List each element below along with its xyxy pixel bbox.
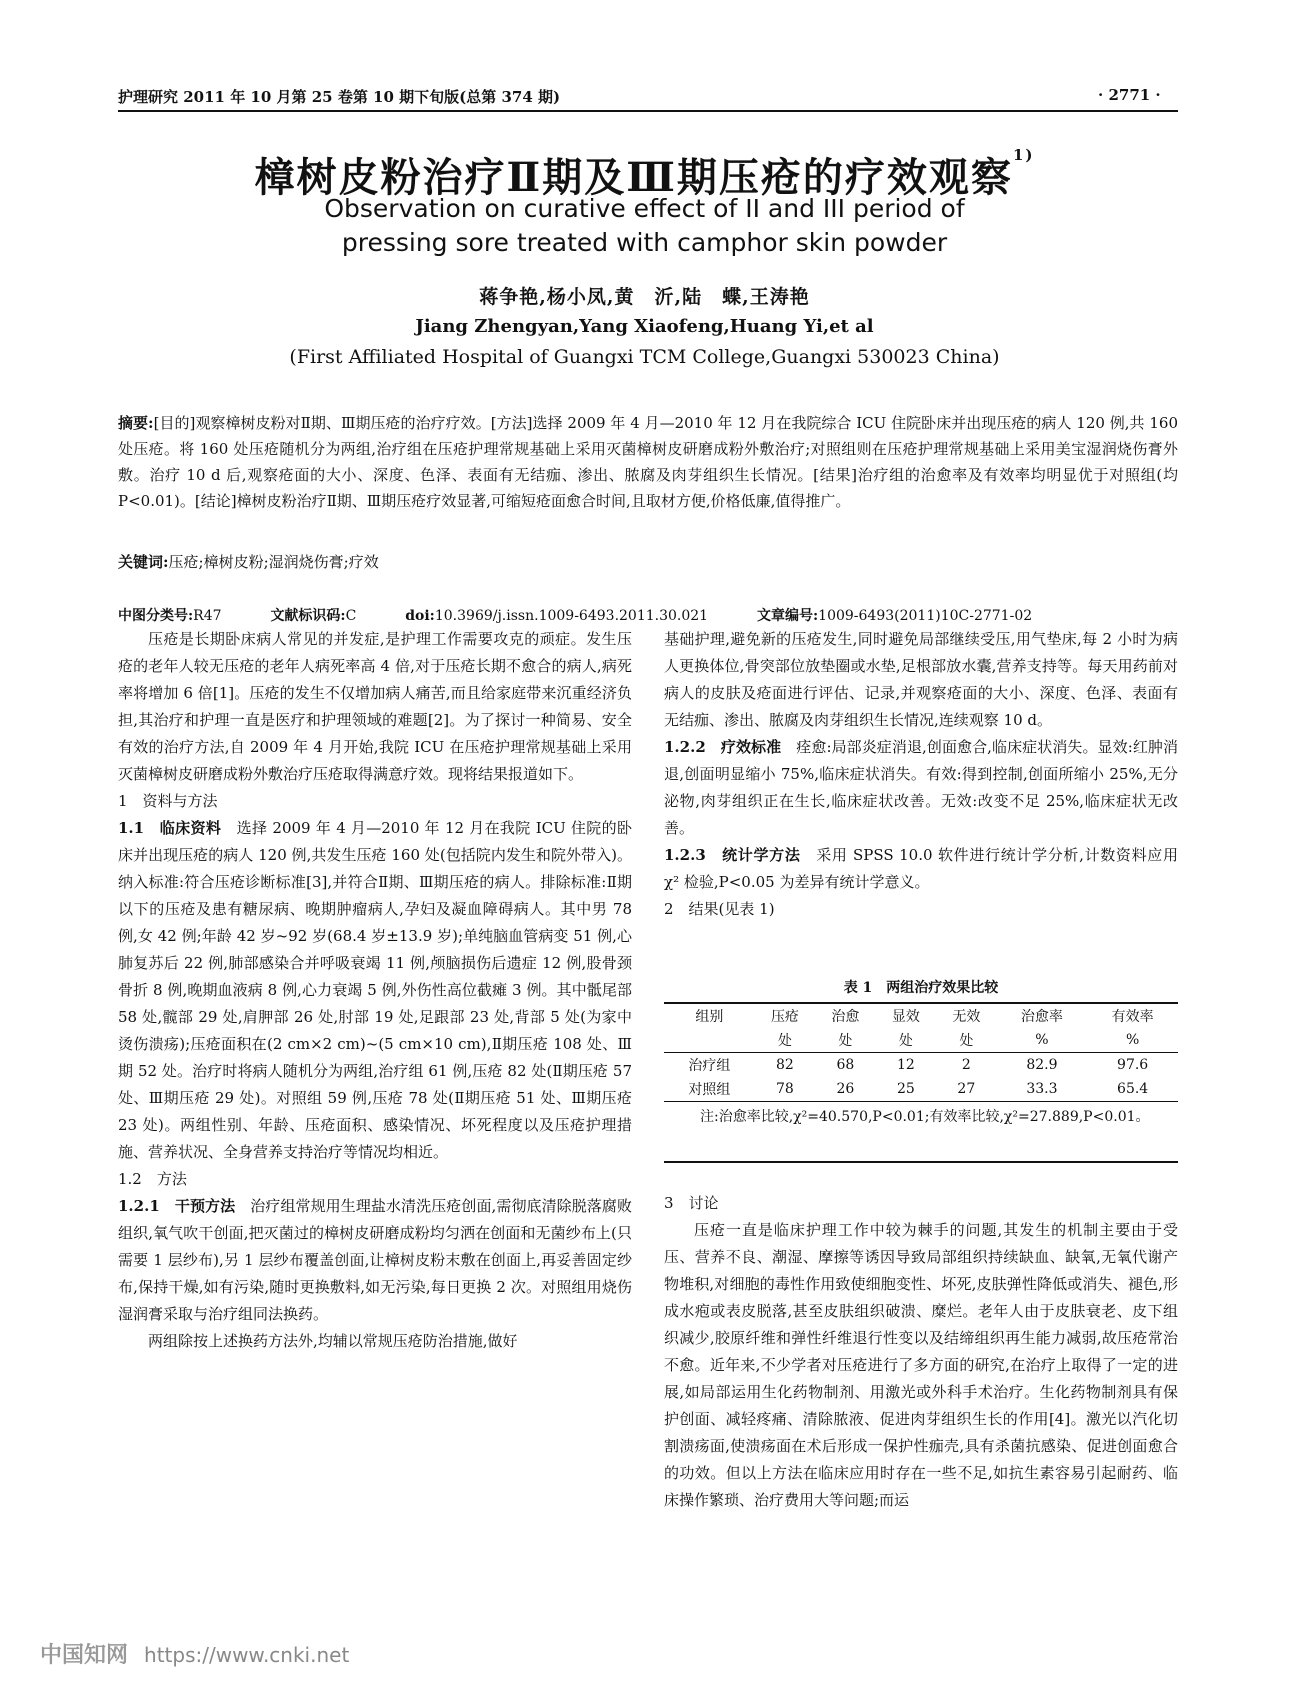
page-number: · 2771 ·: [1098, 86, 1161, 104]
section-1-1: [118, 815, 632, 1166]
table-cell: 82.9: [1026, 1057, 1058, 1073]
table-cell: 25: [876, 1077, 936, 1102]
section-1-2-1-heading: 1.2.1 干预方法: [118, 1197, 236, 1215]
keywords-text: 压疮;樟树皮粉;湿润烧伤膏;疗效: [168, 553, 379, 571]
table-cell: 12: [896, 1057, 915, 1073]
header-rule: [118, 110, 1178, 112]
table-cell: 68: [836, 1057, 855, 1073]
intro-paragraph: 压疮是长期卧床病人常见的并发症,是护理工作需要攻克的顽症。发生压疮的老年人较无压疮的老年人病死率高 4 倍,对于压疮长期不愈合的病人,病死率将增加 6 倍[1]。压疮的发生不仅增加病人痛苦,而且给家庭带来沉重经济负担,其治疗和护理一直是医疗和护理领域的难题[2]。为了探讨一种简易、安全有效的治疗方法,自 2009 年 4 月开始,我院 ICU 在压疮护理常规基础上采用灭菌樟树皮研磨成粉外敷治疗压疮取得满意疗效。现将结果报道如下。: [118, 630, 632, 783]
clc-value: R47: [193, 608, 222, 624]
table-cell: 27: [936, 1077, 996, 1102]
right-column: [664, 626, 1178, 923]
abstract: [118, 410, 1178, 514]
classification-line: [118, 605, 1032, 625]
table-header-cell: 处: [936, 1028, 996, 1053]
table-header-cell: 治愈率: [997, 1003, 1088, 1028]
table-note: 注:治愈率比较,χ²=40.570,P<0.01;有效率比较,χ²=27.889,P<0.01。: [700, 1109, 1150, 1125]
section-1-2-2-text: 痊愈:局部炎症消退,创面愈合,临床症状消失。显效:红肿消退,创面明显缩小 75%,临床症状消失。有效:得到控制,创面所缩小 25%,无分泌物,肉芽组织正在生长,临床症状改善。无效:改变不足 25%,临床症状无改善。: [664, 738, 1178, 837]
table-note-rule: [664, 1161, 1178, 1163]
english-authors: Jiang Zhengyan,Yang Xiaofeng,Huang Yi,et al: [415, 316, 874, 337]
abstract-label: 摘要:: [118, 414, 154, 432]
table-cell: 33.3: [997, 1077, 1088, 1102]
section-1-2-3: [664, 842, 1178, 896]
section-1-2-1-cont: 两组除按上述换药方法外,均辅以常规压疮防治措施,做好: [148, 1332, 518, 1350]
title-text: 樟树皮粉治疗Ⅱ期及Ⅲ期压疮的疗效观察: [254, 154, 1013, 201]
cnki-logo: 中国知网: [40, 1643, 129, 1668]
table-cell: 65.4: [1087, 1077, 1178, 1102]
table-header-cell: 处: [755, 1028, 815, 1053]
watermark-footer: [40, 1638, 349, 1669]
table-header-cell: %: [997, 1028, 1088, 1053]
table-header-cell: 处: [876, 1028, 936, 1053]
discussion-paragraph: 压疮一直是临床护理工作中较为棘手的问题,其发生的机制主要由于受压、营养不良、潮湿、摩擦等诱因导致局部组织持续缺血、缺氧,无氧代谢产物堆积,对细胞的毒性作用致使细胞变性、坏死,皮肤弹性降低或消失、褪色,形成水疱或表皮脱落,甚至皮肤组织破溃、糜烂。老年人由于皮肤衰老、皮下组织减少,胶原纤维和弹性纤维退行性变以及结缔组织再生能力减弱,故压疮常治不愈。近年来,不少学者对压疮进行了多方面的研究,在治疗上取得了一定的进展,如局部运用生化药物制剂、用激光或外科手术治疗。生化药物制剂具有保护创面、减轻疼痛、清除脓液、促进肉芽组织生长的作用[4]。激光以汽化切割溃疡面,使溃疡面在术后形成一保护性痂壳,具有杀菌抗感染、促进创面愈合的功效。但以上方法在临床应用时存在一些不足,如抗生素容易引起耐药、临床操作繁琐、治疗费用大等问题;而运: [664, 1221, 1178, 1509]
section-1-2-3-heading: 1.2.3 统计学方法: [664, 846, 801, 864]
table-header-row-top: [664, 1003, 1178, 1028]
table-header-cell: 显效: [876, 1003, 936, 1028]
section-1-2-2: [664, 734, 1178, 842]
doc-code-value: C: [345, 608, 357, 624]
table-cell: 对照组: [664, 1077, 755, 1102]
keywords: [118, 549, 1178, 575]
english-affiliation: (First Affiliated Hospital of Guangxi TCM College,Guangxi 530023 China): [289, 346, 1000, 368]
section-1-2-heading: 1.2 方法: [118, 1170, 187, 1188]
section-1-2-2-heading: 1.2.2 疗效标准: [664, 738, 782, 756]
section-1-1-heading: 1.1 临床资料: [118, 819, 222, 837]
table-cell: 82: [776, 1057, 794, 1073]
table-header-cell: 处: [815, 1028, 875, 1053]
section-1-heading: 1 资料与方法: [118, 792, 218, 810]
table-row: [664, 1077, 1178, 1102]
table-cell: 97.6: [1117, 1057, 1149, 1073]
english-title-line-2: pressing sore treated with camphor skin powder: [341, 228, 948, 257]
section-1-2-1: [118, 1193, 632, 1328]
article-number-label: 文章编号:: [756, 608, 819, 624]
table-cell: 26: [815, 1077, 875, 1102]
section-1-2-1-text: 治疗组常规用生理盐水清洗压疮创面,需彻底清除脱落腐败组织,氧气吹干创面,把灭菌过的樟树皮研磨成粉均匀洒在创面和无菌纱布上(只需要 1 层纱布),另 1 层纱布覆盖创面,让樟树皮粉末敷在创面上,再妥善固定纱布,保持干燥,如有污染,随时更换敷料,如无污染,每日更换 2 次。对照组用烧伤湿润膏采取与治疗组同法换药。: [118, 1197, 632, 1323]
cnki-url[interactable]: https://www.cnki.net: [144, 1643, 350, 1667]
section-2-heading: 2 结果(见表 1): [664, 900, 775, 918]
table-header-cell: 组别: [664, 1003, 755, 1028]
section-1-2-3-text: 采用 SPSS 10.0 软件进行统计学分析,计数资料应用 χ² 检验,P<0.05 为差异有统计学意义。: [664, 846, 1178, 891]
results-table: [664, 1002, 1178, 1102]
left-column: [118, 626, 632, 1355]
doi-value: 10.3969/j.issn.1009-6493.2011.30.021: [434, 608, 709, 624]
discussion-section: [664, 1190, 1178, 1514]
right-continuation: 基础护理,避免新的压疮发生,同时避免局部继续受压,用气垫床,每 2 小时为病人更换体位,骨突部位放垫圈或水垫,足根部放水囊,营养支持等。每天用药前对病人的皮肤及疮面进行评估、记录,并观察疮面的大小、深度、色泽、表面有无结痂、渗出、脓腐及肉芽组织生长情况,连续观察 10 d。: [664, 630, 1178, 729]
clc-label: 中图分类号:: [118, 608, 194, 624]
journal-header: 护理研究 2011 年 10 月第 25 卷第 10 期下旬版(总第 374 期): [118, 88, 561, 106]
keywords-label: 关键词:: [118, 553, 169, 571]
section-3-heading: 3 讨论: [664, 1194, 719, 1212]
abstract-text: [目的]观察樟树皮粉对Ⅱ期、Ⅲ期压疮的治疗疗效。[方法]选择 2009 年 4 月—2010 年 12 月在我院综合 ICU 住院卧床并出现压疮的病人 120 例,共 160 处压疮。将 160 处压疮随机分为两组,治疗组在压疮护理常规基础上采用灭菌樟树皮研磨成粉外敷治疗;对照组则在压疮护理常规基础上采用美宝湿润烧伤膏外敷。治疗 10 d 后,观察疮面的大小、深度、色泽、表面有无结痂、渗出、脓腐及肉芽组织生长情况。[结果]治疗组的治愈率及有效率均明显优于对照组(均 P<0.01)。[结论]樟树皮粉治疗Ⅱ期、Ⅲ期压疮疗效显著,可缩短疮面愈合时间,且取材方便,价格低廉,值得推广。: [118, 414, 1178, 510]
table-header-row-bottom: [664, 1028, 1178, 1053]
table-header-cell: 无效: [936, 1003, 996, 1028]
table-header-cell: 有效率: [1087, 1003, 1178, 1028]
english-title-line-1: Observation on curative effect of II and III period of: [324, 194, 965, 223]
table-cell: 2: [961, 1057, 971, 1073]
authors: 蒋争艳,杨小凤,黄 沂,陆 蝶,王涛艳: [479, 286, 810, 308]
table-header-cell: [664, 1028, 755, 1053]
section-1-1-text: 选择 2009 年 4 月—2010 年 12 月在我院 ICU 住院的卧床并出现压疮的病人 120 例,共发生压疮 160 处(包括院内发生和院外带入)。纳入标准:符合压疮诊断标准[3],并符合Ⅱ期、Ⅲ期压疮的病人。排除标准:Ⅱ期以下的压疮及患有糖尿病、晚期肿瘤病人,孕妇及凝血障碍病人。其中男 78 例,女 42 例;年龄 42 岁~92 岁(68.4 岁±13.9 岁);单纯脑血管病变 51 例,心肺复苏后 22 例,肺部感染合并呼吸衰竭 11 例,颅脑损伤后遗症 12 例,股骨颈骨折 8 例,晚期血液病 8 例,心力衰竭 5 例,外伤性高位截瘫 3 例。其中骶尾部 58 处,髋部 29 处,肩胛部 26 处,肘部 19 处,足跟部 23 处,背部 5 处(为家中烫伤溃疡);压疮面积在(2 cm×2 cm)~(5 cm×10 cm),Ⅱ期压疮 108 处、Ⅲ期 52 处。治疗时将病人随机分为两组,治疗组 61 例,压疮 82 处(Ⅱ期压疮 57 处、Ⅲ期压疮 29 处)。对照组 59 例,压疮 78 处(Ⅱ期压疮 51 处、Ⅲ期压疮 23 处)。两组性别、年龄、压疮面积、感染情况、坏死程度以及压疮护理措施、营养状况、全身营养支持治疗等情况均相近。: [118, 819, 632, 1161]
table-cell: 78: [755, 1077, 815, 1102]
table-header-cell: 压疮: [755, 1003, 815, 1028]
table-header-cell: %: [1087, 1028, 1178, 1053]
title-footnote-mark: 1): [1012, 146, 1035, 164]
table-cell: 治疗组: [688, 1058, 731, 1074]
article-number-value: 1009-6493(2011)10C-2771-02: [818, 608, 1033, 624]
table-row: [664, 1053, 1178, 1078]
table-header-cell: 治愈: [815, 1003, 875, 1028]
doc-code-label: 文献标识码:: [270, 608, 346, 624]
doi-label: doi:: [405, 608, 435, 624]
table-caption: 表 1 两组治疗效果比较: [843, 980, 999, 996]
